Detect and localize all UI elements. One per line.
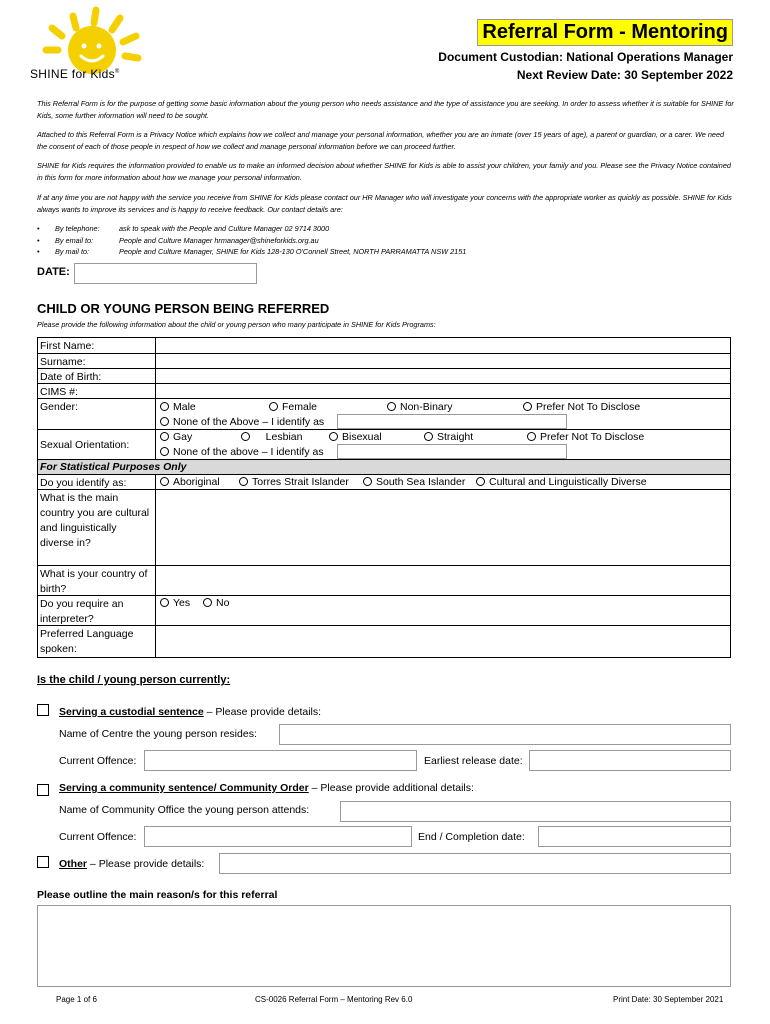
birth-country-field[interactable] bbox=[156, 566, 730, 595]
logo-wordmark: SHINE for Kids® bbox=[30, 67, 120, 81]
form-title: Referral Form - Mentoring bbox=[477, 19, 733, 46]
orientation-label: Sexual Orientation: bbox=[38, 430, 156, 459]
orientation-lesbian-radio[interactable]: Lesbian bbox=[241, 430, 302, 445]
gender-male-radio[interactable]: Male bbox=[160, 400, 196, 415]
offence2-field[interactable] bbox=[144, 826, 412, 847]
page-number: Page 1 of 6 bbox=[56, 995, 97, 1004]
interpreter-no-radio[interactable]: No bbox=[203, 596, 229, 611]
release-date-label: Earliest release date: bbox=[424, 755, 523, 767]
offence-field[interactable] bbox=[144, 750, 417, 771]
orientation-other-field[interactable] bbox=[337, 444, 567, 459]
table-row bbox=[38, 429, 730, 459]
custodial-label: Serving a custodial sentence – Please provide details: bbox=[59, 706, 322, 718]
language-field[interactable] bbox=[156, 626, 730, 657]
identify-torres-strait-radio[interactable]: Torres Strait Islander bbox=[239, 475, 349, 490]
birth-country-label: What is your country of birth? bbox=[38, 566, 156, 595]
reason-label: Please outline the main reason/s for this referral bbox=[37, 889, 278, 901]
table-row bbox=[38, 595, 730, 625]
contact-telephone: • By telephone: ask to speak with the People and Culture Manager 02 9714 3000 bbox=[37, 224, 330, 233]
gender-nonbinary-radio[interactable]: Non-Binary bbox=[387, 400, 453, 415]
interpreter-yes-radio[interactable]: Yes bbox=[160, 596, 190, 611]
orientation-prefer-not-radio[interactable]: Prefer Not To Disclose bbox=[527, 430, 644, 445]
contact-list bbox=[37, 223, 466, 258]
document-reference: CS-0026 Referral Form – Mentoring Rev 6.0 bbox=[255, 995, 413, 1004]
completion-date-field[interactable] bbox=[538, 826, 731, 847]
community-label: Serving a community sentence/ Community Order – Please provide additional details: bbox=[59, 782, 474, 794]
contact-email: • By email to: People and Culture Manager hrmanager@shineforkids.org.au bbox=[37, 235, 319, 245]
cims-field[interactable] bbox=[156, 384, 730, 398]
current-status-heading: Is the child / young person currently: bbox=[37, 674, 231, 686]
referral-table bbox=[37, 337, 731, 658]
gender-options bbox=[156, 399, 730, 429]
gender-prefer-not-radio[interactable]: Prefer Not To Disclose bbox=[523, 400, 640, 415]
document-custodian: Document Custodian: National Operations Manager bbox=[438, 50, 733, 64]
interpreter-label: Do you require an interpreter? bbox=[38, 596, 156, 625]
completion-date-label: End / Completion date: bbox=[418, 831, 525, 843]
other-checkbox[interactable] bbox=[37, 856, 49, 868]
date-field[interactable] bbox=[74, 263, 257, 284]
identify-options bbox=[156, 475, 730, 489]
reason-field[interactable] bbox=[37, 905, 731, 987]
offence2-label: Current Offence: bbox=[59, 831, 137, 843]
orientation-other-radio[interactable]: None of the above – I identify as bbox=[160, 445, 324, 460]
main-country-label: What is the main country you are cultural and linguistically diverse in? bbox=[38, 490, 156, 565]
identify-label: Do you identify as: bbox=[38, 475, 156, 489]
intro-paragraph: This Referral Form is for the purpose of getting some basic information about the young person who needs assistance and the type of assistance you are seeking. In order to assess whether it is suitable for SHINE for Kids, some further information will need to be sought. bbox=[37, 99, 734, 120]
section-title: CHILD OR YOUNG PERSON BEING REFERRED bbox=[37, 301, 330, 316]
gender-other-field[interactable] bbox=[337, 414, 567, 429]
custodial-checkbox[interactable] bbox=[37, 704, 49, 716]
table-row bbox=[38, 368, 730, 383]
main-country-field[interactable] bbox=[156, 490, 730, 565]
identify-south-sea-radio[interactable]: South Sea Islander bbox=[363, 475, 465, 490]
community-checkbox[interactable] bbox=[37, 784, 49, 796]
orientation-options bbox=[156, 430, 730, 459]
contact-mail: • By mail to: People and Culture Manager, SHINE for Kids 128-130 O'Connell Street, NORTH PARRAMATTA NSW 2151 bbox=[37, 247, 467, 256]
identify-aboriginal-radio[interactable]: Aboriginal bbox=[160, 475, 220, 490]
feedback-paragraph: If at any time you are not happy with the service you receive from SHINE for Kids please contact our HR Manager who will investigate your concerns with the appropriate worker as quickly as possible. SHINE for Kids always wants to improve its services and is happy to receive feedback. Our contact details are: bbox=[37, 193, 732, 214]
table-row bbox=[38, 625, 730, 657]
orientation-straight-radio[interactable]: Straight bbox=[424, 430, 473, 445]
orientation-gay-radio[interactable]: Gay bbox=[160, 430, 192, 445]
community-office-label: Name of Community Office the young person attends: bbox=[59, 804, 310, 816]
first-name-field[interactable] bbox=[156, 338, 730, 353]
community-office-field[interactable] bbox=[340, 801, 731, 822]
release-date-field[interactable] bbox=[529, 750, 731, 771]
identify-cald-radio[interactable]: Cultural and Linguistically Diverse bbox=[476, 475, 647, 490]
table-row bbox=[38, 353, 730, 368]
table-row bbox=[38, 383, 730, 398]
privacy-paragraph: Attached to this Referral Form is a Privacy Notice which explains how we collect and manage your personal information, whether you are an inmate (over 15 years of age), a parent or guardian, or a carer. We need the consent of each of those people in respect of how we collect and manage personal information before we can proceed further. bbox=[37, 130, 725, 151]
interpreter-options bbox=[156, 596, 730, 625]
offence-label: Current Offence: bbox=[59, 755, 137, 767]
date-label: DATE: bbox=[37, 266, 70, 278]
gender-label: Gender: bbox=[38, 399, 156, 429]
table-row bbox=[38, 338, 730, 353]
print-date: Print Date: 30 September 2021 bbox=[613, 995, 724, 1004]
section-subtitle: Please provide the following information about the child or young person who many participate in SHINE for Kids Programs: bbox=[37, 320, 436, 329]
other-field[interactable] bbox=[219, 853, 731, 874]
first-name-label: First Name: bbox=[38, 338, 156, 353]
statistical-header: For Statistical Purposes Only bbox=[38, 459, 730, 474]
table-row bbox=[38, 398, 730, 429]
surname-label: Surname: bbox=[38, 354, 156, 368]
language-label: Preferred Language spoken: bbox=[38, 626, 156, 657]
table-row bbox=[38, 565, 730, 595]
cims-label: CIMS #: bbox=[38, 384, 156, 398]
orientation-bisexual-radio[interactable]: Bisexual bbox=[329, 430, 382, 445]
gender-other-radio[interactable]: None of the Above – I identify as bbox=[160, 415, 324, 430]
dob-field[interactable] bbox=[156, 369, 730, 383]
table-row bbox=[38, 474, 730, 489]
centre-field[interactable] bbox=[279, 724, 731, 745]
dob-label: Date of Birth: bbox=[38, 369, 156, 383]
gender-female-radio[interactable]: Female bbox=[269, 400, 317, 415]
surname-field[interactable] bbox=[156, 354, 730, 368]
centre-label: Name of Centre the young person resides: bbox=[59, 728, 257, 740]
table-row bbox=[38, 489, 730, 565]
other-label: Other – Please provide details: bbox=[59, 858, 205, 870]
next-review-date: Next Review Date: 30 September 2022 bbox=[516, 68, 733, 82]
information-paragraph: SHINE for Kids requires the information provided to enable us to make an informed decision about whether SHINE for Kids is able to assist your children, your family and you. Please see the Privacy Notice contained in this form for more information about how we manage your personal information. bbox=[37, 161, 731, 182]
